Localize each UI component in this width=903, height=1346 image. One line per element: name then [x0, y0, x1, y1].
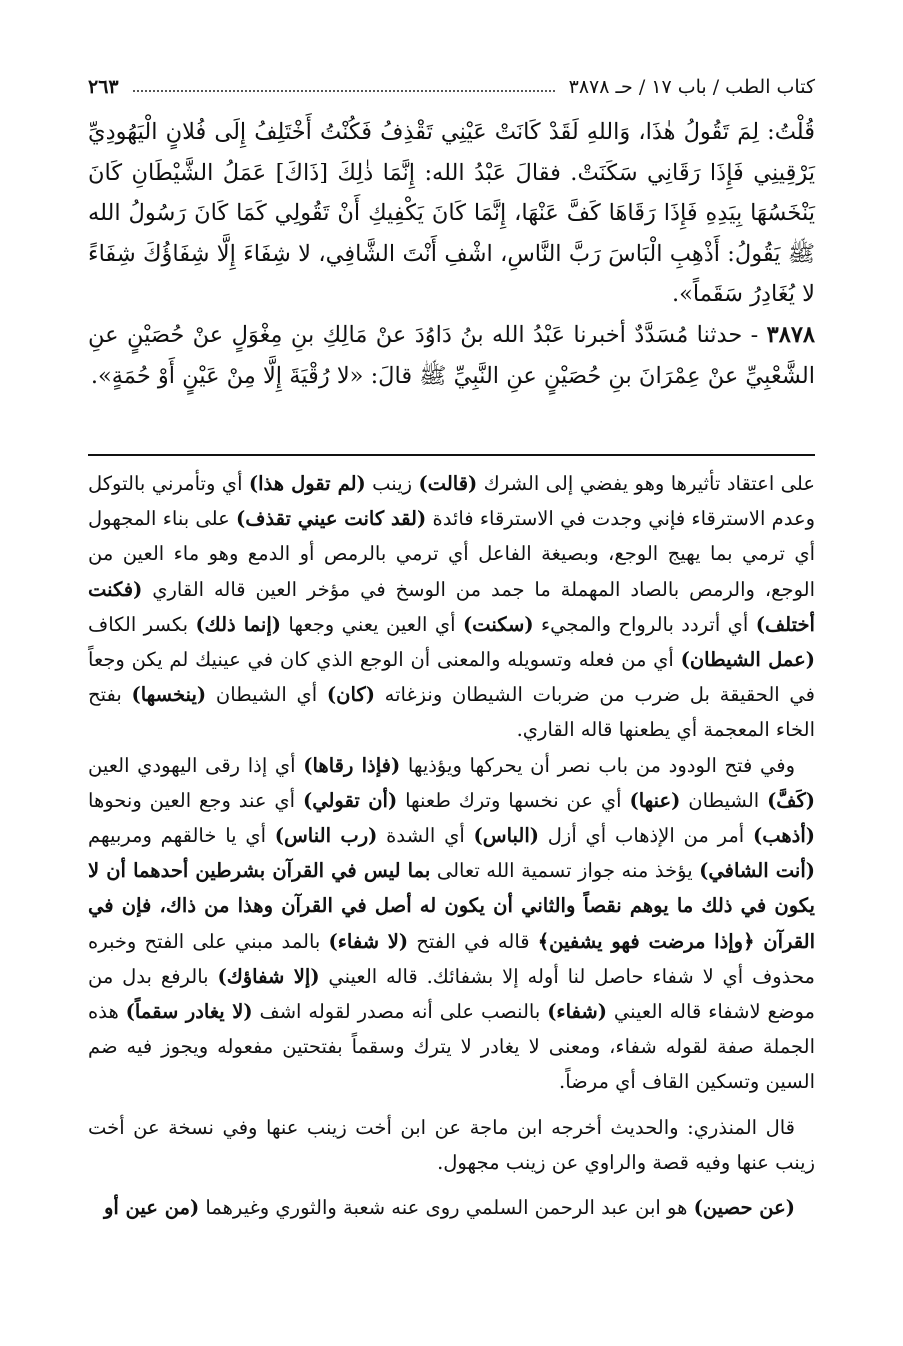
commentary-text: هذه الجملة صفة لقوله شفاء، ومعنى لا يغادر لا يترك وسقماً بفتحتين مفعوله ويجوز فيه ضم السين وتسكين القاف أي مرضاً.	[88, 1000, 815, 1094]
bold-keyword: (أن تقولي)	[302, 788, 398, 812]
commentary-text: أي إذا رقى اليهودي العين	[88, 753, 304, 777]
commentary-text: أي وتأمرني بالتوكل وعدم الاسترقاء فإني وجدت في الاسترقاء فائدة	[88, 472, 815, 531]
bold-keyword: (أنت الشافي)	[699, 859, 815, 883]
bold-keyword: (شفاء)	[547, 1000, 607, 1024]
commentary-paragraph	[88, 748, 815, 1100]
commentary-paragraph: قال المنذري: والحديث أخرجه ابن ماجة عن ابن أخت زينب عنها وفي نسخة عن أخت زينب عنها وفيه قصة والراوي عن زينب مجهول.	[88, 1115, 815, 1174]
commentary-text: على اعتقاد تأثيرها وهو يفضي إلى الشرك	[477, 472, 815, 495]
commentary-text: بالنصب على أنه مصدر لقوله اشف	[252, 1000, 548, 1024]
commentary-text: بفتح الخاء المعجمة أي يطعنها قاله القاري.	[88, 683, 815, 742]
hadith-isnad: - حدثنا مُسَدَّدٌ أخبرنا عَبْدُ الله بنُ دَاوُدَ عنْ مَالِكِ بنِ مِغْوَلٍ عنْ حُصَيْنٍ عنِ الشَّعْبِيِّ عنْ عِمْرَانَ بنِ حُصَيْنٍ عنِ النَّبِيِّ ﷺ قالَ: «لا رُقْيَةَ إِلَّا مِنْ عَيْنٍ أَوْ حُمَةٍ».	[88, 321, 815, 389]
commentary-text: قاله في الفتح	[408, 929, 538, 953]
bold-keyword: (عمل الشيطان)	[680, 648, 815, 672]
commentary-text: أي أتردد بالرواح والمجيء	[533, 612, 756, 636]
bold-keyword: (لا شفاء)	[328, 929, 409, 953]
bold-keyword: (فإذا رقاها)	[303, 753, 401, 777]
bold-keyword: (رب الناس)	[274, 824, 378, 848]
bold-keyword: (إنما ذلك)	[195, 612, 281, 636]
running-header	[88, 70, 815, 104]
commentary-text: الشيطان	[680, 788, 768, 812]
hadith-text	[88, 112, 815, 396]
commentary-text: بكسر الكاف	[88, 612, 196, 636]
separator-rule	[88, 454, 815, 456]
commentary-paragraph	[88, 466, 815, 748]
page-number: ٢٦٣	[88, 76, 119, 98]
commentary-paragraph	[88, 1190, 815, 1225]
commentary-text: على بناء المجهول أي ترمي بما يهيج الوجع، وبصيغة الفاعل أي ترمي بالرمص أو الدمع وهو ماء العين من الوجع، والرمص بالصاد المهملة ما جمد من الوسخ في مؤخر العين قاله القاري	[88, 507, 815, 601]
commentary	[88, 466, 815, 1225]
bold-keyword: (كَفَّ)	[767, 788, 815, 812]
commentary-text: زينب	[365, 472, 419, 495]
commentary-text: أي عن نخسها وترك طعنها	[397, 788, 630, 812]
commentary-text: أي عند وجع العين ونحوها	[88, 788, 303, 812]
bold-keyword: (كان)	[326, 683, 375, 707]
commentary-text: بالرفع بدل من موضع لاشفاء قاله العيني	[88, 964, 816, 1024]
commentary-text: أي من فعله وتسويله والمعنى أن الوجع الذي كان في عينيك لم يكن وجعاً في الحقيقة بل ضرب من ضربات الشيطان ونزغاته	[88, 648, 815, 707]
bold-keyword: (فكنت أختلف)	[88, 577, 815, 636]
commentary-text: بالمد مبني على الفتح وخبره محذوف أي لا شفاء حاصل لنا أوله إلا بشفائك. قاله العيني	[88, 929, 815, 988]
bold-keyword: (لا يغادر سقماً)	[125, 1000, 253, 1024]
commentary-text: أي الشيطان	[206, 683, 327, 707]
leader-dots	[133, 90, 555, 92]
bold-keyword: (الباس)	[473, 824, 539, 848]
hadith-number: ٣٨٧٨	[766, 321, 815, 348]
commentary-text: أمر من الإذهاب أي أزل	[539, 824, 753, 848]
commentary-text: هو ابن عبد الرحمن السلمي روى عنه شعبة والثوري وغيرهما	[199, 1196, 694, 1220]
commentary-text: يؤخذ منه جواز تسمية الله تعالى	[430, 859, 700, 883]
bold-keyword: (عنها)	[629, 788, 681, 812]
bold-keyword: (لقد كانت عيني تقذف)	[235, 507, 427, 531]
bold-keyword: (لم تقول هذا)	[248, 472, 366, 495]
bold-keyword: (قالت)	[418, 472, 478, 495]
hadith-text-paragraph	[88, 315, 815, 396]
bold-keyword: (من عين أو	[103, 1196, 200, 1220]
bold-keyword: (ينخسها)	[131, 683, 207, 707]
bold-keyword: (سكنت)	[462, 612, 534, 636]
commentary-text: أي الشدة	[377, 824, 474, 848]
bold-keyword: بما ليس في القرآن بشرطين أحدهما أن لا يكون في ذلك ما يوهم نقصاً والثاني أن يكون له أصل في القرآن وهذا من ذاك، فإن في القرآن ﴿وإذا مرضت فهو يشفين﴾	[88, 859, 815, 953]
bold-keyword: (عن حصين)	[693, 1196, 795, 1220]
hadith-text-paragraph: قُلْتُ: لِمَ تَقُولُ هٰذَا، وَاللهِ لَقَدْ كَانَتْ عَيْنِي تَقْذِفُ فَكُنْتُ أَخْتَلِفُ إِلَى فُلانٍ الْيَهُودِيِّ يَرْقِينِي فَإِذَا رَقَانِي سَكَنَتْ. فقالَ عَبْدُ الله: إِنَّمَا ذٰلِكَ [ذَاكَ] عَمَلُ الشَّيْطَانِ كَانَ يَنْخَسُهَا بِيَدِهِ فَإِذَا رَقَاهَا كَفَّ عَنْهَا، إِنَّمَا كَانَ يَكْفِيكِ أَنْ تَقُولِي كَمَا كَانَ رَسُولُ الله ﷺ يَقُولُ: أَذْهِبِ الْبَاسَ رَبَّ النَّاسِ، اشْفِ أَنْتَ الشَّافِي، لا شِفَاءَ إِلَّا شِفَاؤُكَ شِفَاءً لا يُغَادِرُ سَقَماً».	[88, 119, 815, 308]
commentary-text: أي يا خالقهم ومربيهم	[88, 824, 275, 848]
commentary-text: أي العين يعني وجعها	[281, 612, 463, 636]
bold-keyword: (أذهب)	[753, 824, 815, 848]
bold-keyword: (إلا شفاؤك)	[217, 964, 320, 988]
chapter-title: كتاب الطب / باب ١٧ / حـ ٣٨٧٨	[568, 76, 815, 98]
commentary-text: وفي فتح الودود من باب نصر أن يحركها ويؤذيها	[400, 753, 795, 777]
